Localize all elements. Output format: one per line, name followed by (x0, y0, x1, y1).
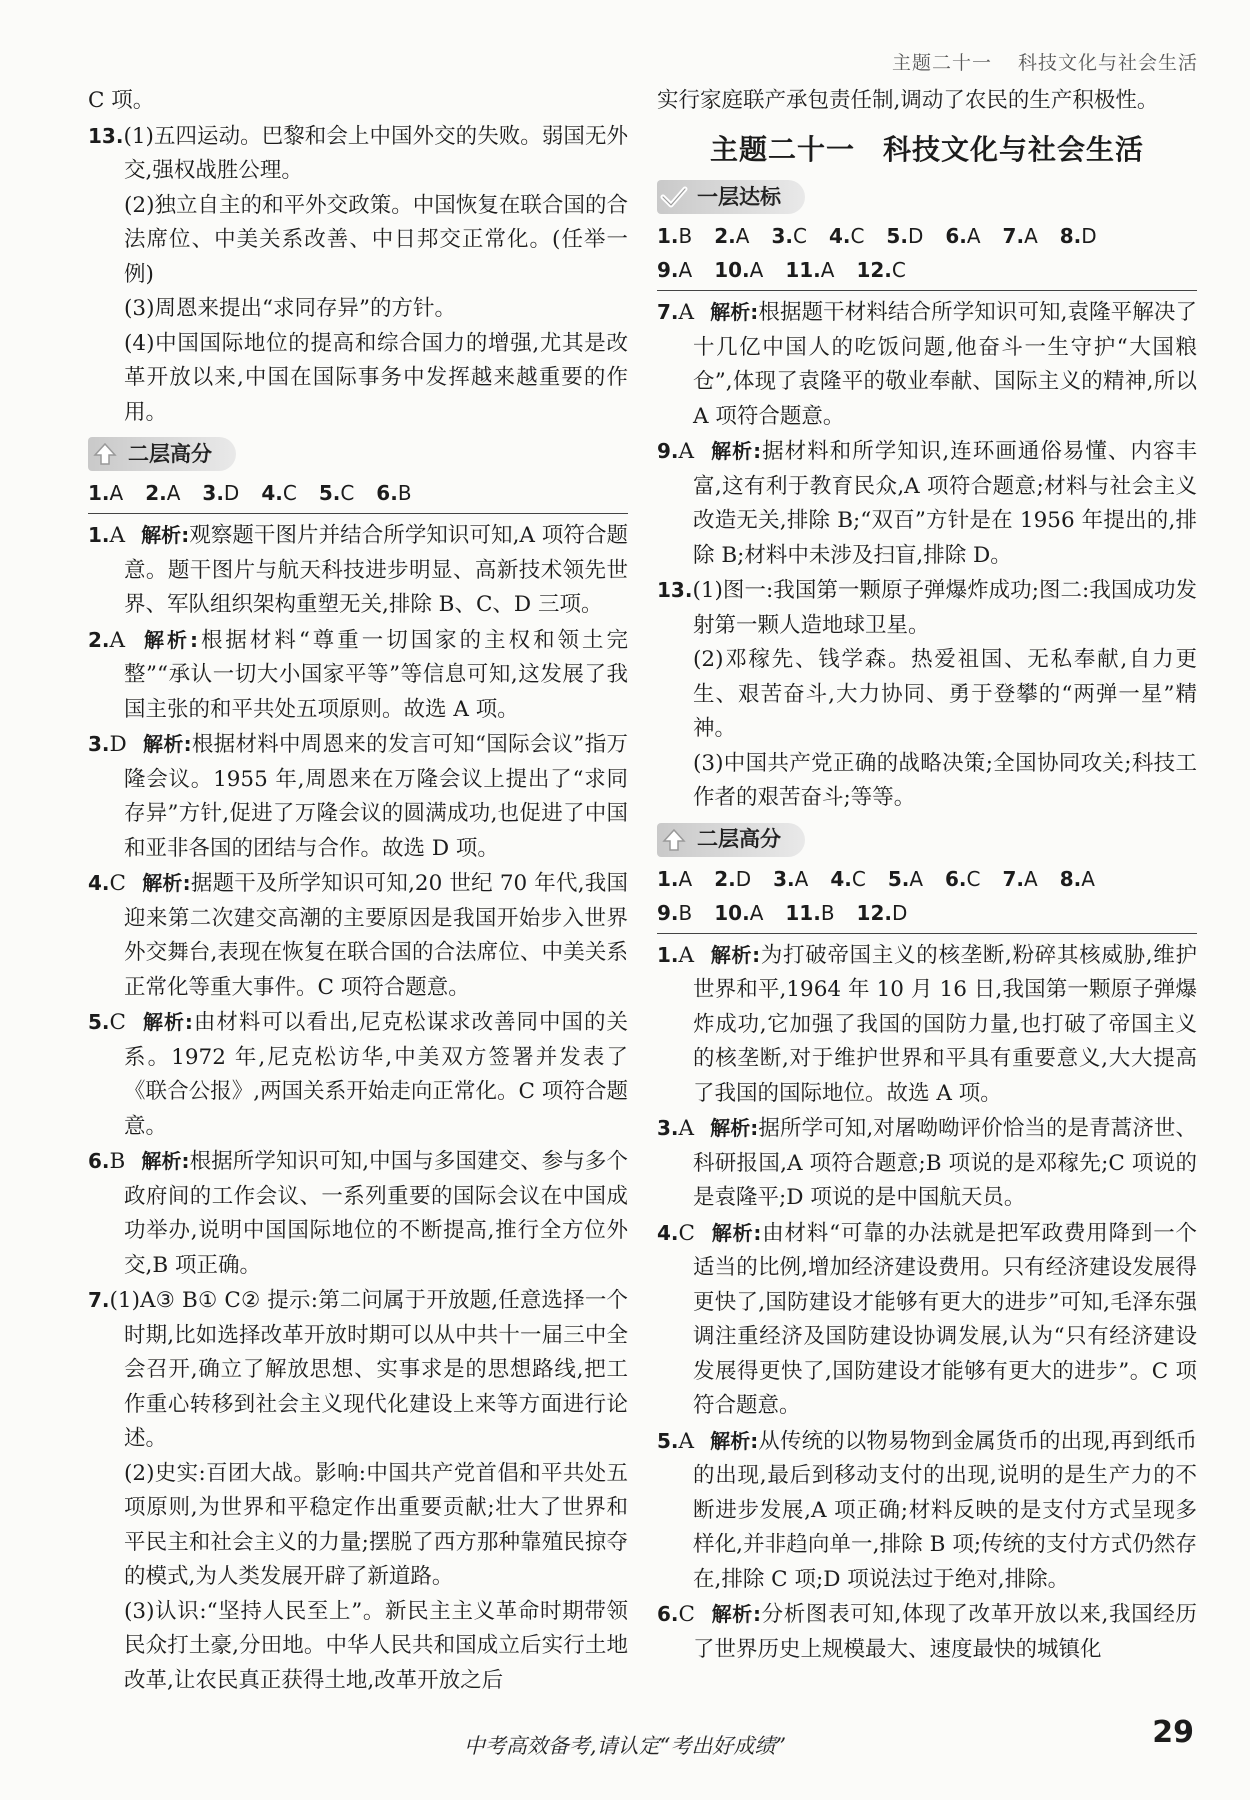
answer-letter: C (282, 481, 297, 505)
explanation-text: 据所学可知,对屠呦呦评价恰当的是青蒿济世、科研报国,A 项符合题意;B 项说的是邓稼先;C 项说的是袁隆平;D 项说的是中国航天员。 (693, 1116, 1197, 1210)
answer-letter: A (678, 866, 693, 891)
answer-letter: C (678, 1220, 695, 1246)
answer-key-item (1003, 862, 1038, 896)
answer-part: (2)独立自主的和平外交政策。中国恢复在联合国的合法席位、中美关系改善、中日邦交正常化。(任举一例) (124, 192, 628, 287)
explanation-text: 据题干及所学知识可知,20 世纪 70 年代,我国迎来第二次建交高潮的主要原因是我国开始步入世界外交舞台,表现在恢复在联合国的合法席位、中美关系正常化等重大事件。C 项符合题意。 (124, 871, 628, 1000)
answer-letter: B (820, 900, 835, 925)
question-number: 1. (657, 866, 679, 891)
answer-letter: D (1081, 224, 1097, 248)
answer-key-item (785, 896, 834, 930)
explanation-item (657, 938, 1197, 1112)
answer-key-row (657, 896, 1197, 934)
topic-name: 科技文化与社会生活 (883, 132, 1145, 166)
question-number: 10. (714, 900, 750, 925)
question-number: 9. (657, 258, 679, 282)
answer-letter: A (166, 481, 181, 505)
answer-letter: C (678, 1602, 695, 1627)
explanation-text: 为打破帝国主义的核垄断,粉碎其核威胁,维护世界和平,1964 年 10 月 16 日,我国第一颗原子弹爆炸成功,它加强了我国的国防力量,也打破了帝国主义的核垄断,对于维护世界和平具有重要意义,大大提高了我国的国际地位。故选 A 项。 (693, 942, 1198, 1106)
answer-key-row (657, 862, 1197, 896)
explanation-item (657, 1424, 1197, 1598)
header-topic: 主题二十一 (891, 52, 992, 74)
answer-part: (1)五四运动。巴黎和会上中国外交的失败。弱国无外交,强权战胜公理。 (123, 123, 628, 183)
answer-letter: B (397, 481, 412, 505)
section-badge (657, 823, 805, 857)
question-number: 3. (657, 1116, 679, 1140)
question-number: 10. (714, 258, 750, 282)
question-number: 5. (318, 481, 341, 505)
answer-letter: A (749, 258, 764, 282)
answer-letter: A (678, 258, 693, 282)
level-up-icon (88, 437, 122, 471)
explanation-label: 解析: (141, 523, 190, 547)
answer-letter: A (109, 481, 124, 505)
answer-letter: A (678, 1428, 695, 1454)
explanation-item (88, 1005, 628, 1144)
question-number: 6. (945, 866, 967, 891)
explanation-text: 观察题干图片并结合所学知识可知,A 项符合题意。题干图片与航天科技进步明显、高新技术领先世界、军队组织架构重塑无关,排除 B、C、D 三项。 (124, 523, 629, 617)
checkmark-icon (657, 180, 691, 214)
explanation-item (88, 518, 628, 623)
explanation-label: 解析: (141, 871, 191, 895)
answer-key-item (1060, 862, 1095, 896)
answer-key-item (830, 862, 865, 896)
question-number: 1. (657, 224, 679, 248)
answer-key-item (1060, 219, 1097, 253)
answer-letter: A (109, 627, 126, 653)
explanation-text: 分析图表可知,体现了改革开放以来,我国经历了世界历史上规模最大、速度最快的城镇化 (693, 1602, 1198, 1662)
answer-part: (1)A③ B① C② 提示:第二问属于开放题,任意选择一个时期,比如选择改革开放时期可以从中共十一届三中全会召开,确立了解放思想、实事求是的思想路线,把工作重心转移到社会主义现代化建设上来等方面进行论述。 (109, 1288, 628, 1451)
answer-letter: A (909, 866, 924, 891)
section-badge (88, 437, 236, 471)
answer-key-item (829, 219, 864, 253)
section-title: 二层高分 (697, 827, 781, 852)
answer-letter: A (678, 439, 695, 464)
question-number: 7. (1002, 866, 1025, 891)
answer-key-row (657, 253, 1197, 291)
question-number: 7. (88, 1288, 110, 1312)
answer-key-item (319, 476, 354, 510)
answer-letter: A (794, 866, 809, 891)
topic-title (657, 133, 1197, 168)
answer-key-item (945, 219, 980, 253)
question-number: 5. (887, 866, 910, 891)
explanation-text: 根据材料“尊重一切国家的主权和领土完整”“承认一切大小国家平等”等信息可知,这发展了我国主张的和平共处五项原则。故选 A 项。 (124, 627, 628, 722)
question-number: 1. (88, 523, 110, 547)
question-number: 8. (1059, 224, 1082, 248)
question-number: 13. (657, 578, 693, 602)
question-number: 6. (376, 481, 398, 505)
level-up-icon (657, 823, 691, 857)
section-title: 一层达标 (697, 184, 781, 209)
answer-letter: A (678, 942, 695, 968)
answer-letter: D (109, 732, 127, 757)
answer-key-item (886, 219, 923, 253)
answer-letter: D (223, 481, 240, 505)
explanation-label: 解析: (141, 627, 198, 652)
answer-key-item (785, 253, 834, 287)
question-number: 1. (88, 481, 110, 505)
question-number: 1. (657, 942, 679, 967)
explanation-text: 根据材料中周恩来的发言可知“国际会议”指万隆会议。1955 年,周恩来在万隆会议上提出了“求同存异”方针,促进了万隆会议的圆满成功,也促进了中国和亚非各国的团结与合作。故选 D 项。 (124, 732, 628, 861)
explanation-label: 解析: (710, 1428, 759, 1453)
explanation-list (88, 518, 628, 1283)
explanation-text: 从传统的以物易物到金属货币的出现,再到纸币的出现,最后到移动支付的出现,说明的是生产力的不断进步发展,A 项正确;材料反映的是支付方式呈现多样化,并非趋向单一,排除 B 项;传统的支付方式仍然存在,排除 C 项;D 项说法过于绝对,排除。 (693, 1428, 1197, 1592)
header-title: 科技文化与社会生活 (1017, 52, 1198, 74)
explanation-list (657, 295, 1197, 573)
answer-letter: C (109, 871, 126, 896)
continued-text: 实行家庭联产承包责任制,调动了农民的生产积极性。 (657, 88, 1159, 113)
question-number: 2. (714, 224, 736, 248)
answer-key-item (714, 253, 763, 287)
explanation-text: 根据题干材料结合所学知识可知,袁隆平解决了十几亿中国人的吃饭问题,他奋斗一生守护“大国粮仓”,体现了袁隆平的敬业奉献、国际主义的精神,所以 A 项符合题意。 (693, 300, 1197, 429)
question-number: 3. (202, 481, 224, 505)
explanation-item (657, 1111, 1197, 1216)
question-number: 2. (145, 481, 167, 505)
section-badge (657, 180, 805, 214)
answer-letter: C (792, 224, 807, 248)
question-number: 5. (88, 1010, 110, 1034)
answer-letter: A (678, 300, 695, 325)
question-number: 12. (856, 258, 892, 282)
answer-letter: A (1024, 866, 1038, 891)
explanation-item (657, 1597, 1197, 1667)
question-number: 13. (88, 123, 124, 148)
answer-key-item (1003, 219, 1038, 253)
question-number: 2. (714, 866, 736, 891)
answer-letter: C (891, 258, 906, 282)
section-header (657, 177, 1197, 217)
question-number: 8. (1059, 866, 1082, 891)
answer-key-item (88, 476, 123, 510)
answer-part: (3)认识:“坚持人民至上”。新民主主义革命时期带领民众打土豪,分田地。中华人民共和国成立后实行土地改革,让农民真正获得土地,改革开放之后 (124, 1598, 628, 1693)
answer-key-item (945, 862, 980, 896)
answer-letter: A (749, 900, 764, 925)
explanation-item (88, 866, 628, 1005)
answer-part: (2)史实:百团大战。影响:中国共产党首倡和平共处五项原则,为世界和平稳定作出重要贡献;壮大了世界和平民主和社会主义的力量;摆脱了西方那种靠殖民掠夺的模式,为人类发展开辟了新道路。 (124, 1460, 628, 1589)
explanation-list (657, 938, 1197, 1668)
question-number: 9. (657, 900, 679, 925)
answer-letter: A (966, 224, 981, 248)
question-number: 6. (657, 1602, 679, 1626)
question-number: 11. (785, 900, 821, 925)
question-number: 5. (657, 1428, 679, 1453)
answer-key-item (657, 253, 692, 287)
answer-letter: D (891, 900, 908, 925)
question-number: 2. (88, 627, 110, 652)
explanation-label: 解析: (710, 942, 761, 967)
answer-key-item (202, 476, 239, 510)
left-column (88, 84, 628, 1698)
explanation-text: 由材料可以看出,尼克松谋求改善同中国的关系。1972 年,尼克松访华,中美双方签署并发表了《联合公报》,两国关系开始走向正常化。C 项符合题意。 (124, 1010, 629, 1139)
answer-key-item (714, 896, 763, 930)
section-header (88, 434, 628, 474)
question-number: 6. (88, 1149, 110, 1173)
answer-key-item (657, 896, 692, 930)
answer-letter: A (109, 523, 126, 548)
question-number: 7. (657, 300, 679, 324)
explanation-item (657, 1216, 1197, 1424)
answer-key-item (771, 219, 806, 253)
answer-letter: B (109, 1149, 126, 1174)
answer-key-item (261, 476, 296, 510)
question-7 (88, 1283, 628, 1457)
question-number: 11. (785, 258, 821, 282)
explanation-text: 由材料“可靠的办法就是把军政费用降到一个适当的比例,增加经济建设费用。只有经济建设发展得更快了,国防建设才能够有更大的进步”可知,毛泽东强调注重经济及国防建设协调发展,认为“只有经济建设发展得更快了,国防建设才能够有更大的进步”。C 项符合题意。 (693, 1220, 1197, 1418)
question-number: 3. (88, 732, 110, 756)
explanation-item (88, 1144, 628, 1283)
question-number: 4. (828, 224, 851, 248)
right-column (657, 84, 1197, 1667)
answer-letter: A (678, 1116, 695, 1141)
answer-part: (4)中国国际地位的提高和综合国力的增强,尤其是改革开放以来,中国在国际事务中发挥越来越重要的作用。 (124, 330, 628, 425)
answer-letter: C (109, 1010, 126, 1035)
question-number: 4. (830, 866, 852, 891)
answer-letter: A (1024, 224, 1038, 248)
answer-key-item (714, 862, 751, 896)
answer-key-item (857, 896, 908, 930)
explanation-text: 根据所学知识可知,中国与多国建交、参与多个政府间的工作会议、一系列重要的国际会议在中国成功举办,说明中国国际地位的不断提高,推行全方位外交,B 项正确。 (124, 1149, 628, 1278)
question-number: 3. (773, 866, 795, 891)
answer-letter: C (340, 481, 355, 505)
answer-key-item (888, 862, 923, 896)
answer-part: (3)周恩来提出“求同存异”的方针。 (124, 296, 456, 321)
answer-letter: C (851, 866, 866, 891)
question-number: 6. (945, 224, 967, 248)
answer-key-item (657, 219, 692, 253)
explanation-item (657, 434, 1197, 573)
answer-letter: D (735, 866, 752, 891)
section-title: 二层高分 (128, 441, 212, 466)
explanation-label: 解析: (141, 1010, 193, 1034)
question-number: 5. (886, 224, 908, 248)
explanation-item (88, 623, 628, 728)
answer-key-item (773, 862, 808, 896)
answer-letter: A (1081, 866, 1095, 891)
explanation-label: 解析: (710, 1602, 761, 1626)
answer-key-row (88, 476, 628, 514)
question-number: 12. (856, 900, 892, 925)
topic-number: 主题二十一 (709, 132, 855, 166)
answer-letter: A (735, 224, 750, 248)
answer-letter: B (678, 900, 693, 925)
answer-letter: A (820, 258, 835, 282)
answer-letter: C (850, 224, 865, 248)
explanation-label: 解析: (710, 1116, 759, 1140)
answer-key-item (376, 476, 411, 510)
answer-letter: C (966, 866, 981, 891)
running-header (892, 48, 1198, 75)
continued-text: C 项。 (88, 88, 155, 113)
answer-letter: B (678, 224, 693, 248)
explanation-label: 解析: (710, 1220, 762, 1245)
answer-part: (2)邓稼先、钱学森。热爱祖国、无私奉献,自力更生、艰苦奋斗,大力协同、勇于登攀的“两弹一星”精神。 (693, 647, 1197, 741)
explanation-label: 解析: (142, 732, 192, 756)
explanation-text: 据材料和所学知识,连环画通俗易懂、内容丰富,这有利于教育民众,A 项符合题意;材料与社会主义改造无关,排除 B;“双百”方针是在 1956 年提出的,排除 B;材料中未涉及扫盲,排除 D。 (693, 439, 1197, 568)
explanation-item (88, 727, 628, 866)
explanation-label: 解析: (141, 1149, 190, 1173)
question-number: 3. (771, 224, 793, 248)
explanation-label: 解析: (710, 300, 759, 324)
answer-part: (1)图一:我国第一颗原子弹爆炸成功;图二:我国成功发射第一颗人造地球卫星。 (692, 578, 1197, 638)
answer-part: (3)中国共产党正确的战略决策;全国协同攻关;科技工作者的艰苦奋斗;等等。 (693, 750, 1197, 810)
explanation-label: 解析: (710, 439, 762, 463)
answer-key-item (714, 219, 749, 253)
section-header (657, 820, 1197, 860)
question-number: 4. (88, 871, 110, 895)
answer-key-item (145, 476, 180, 510)
question-number: 9. (657, 439, 679, 463)
question-13 (657, 573, 1197, 643)
answer-key-item (657, 862, 692, 896)
answer-letter: D (907, 224, 924, 248)
question-13 (88, 119, 628, 189)
explanation-item (657, 295, 1197, 434)
page-number: 29 (1152, 1715, 1194, 1750)
question-number: 4. (261, 481, 283, 505)
footer-slogan: 中考高效备考,请认定“考出好成绩” (463, 1734, 787, 1758)
answer-key-row (657, 219, 1197, 253)
answer-key-item (856, 253, 905, 287)
question-number: 4. (657, 1220, 679, 1245)
question-number: 7. (1002, 224, 1025, 248)
